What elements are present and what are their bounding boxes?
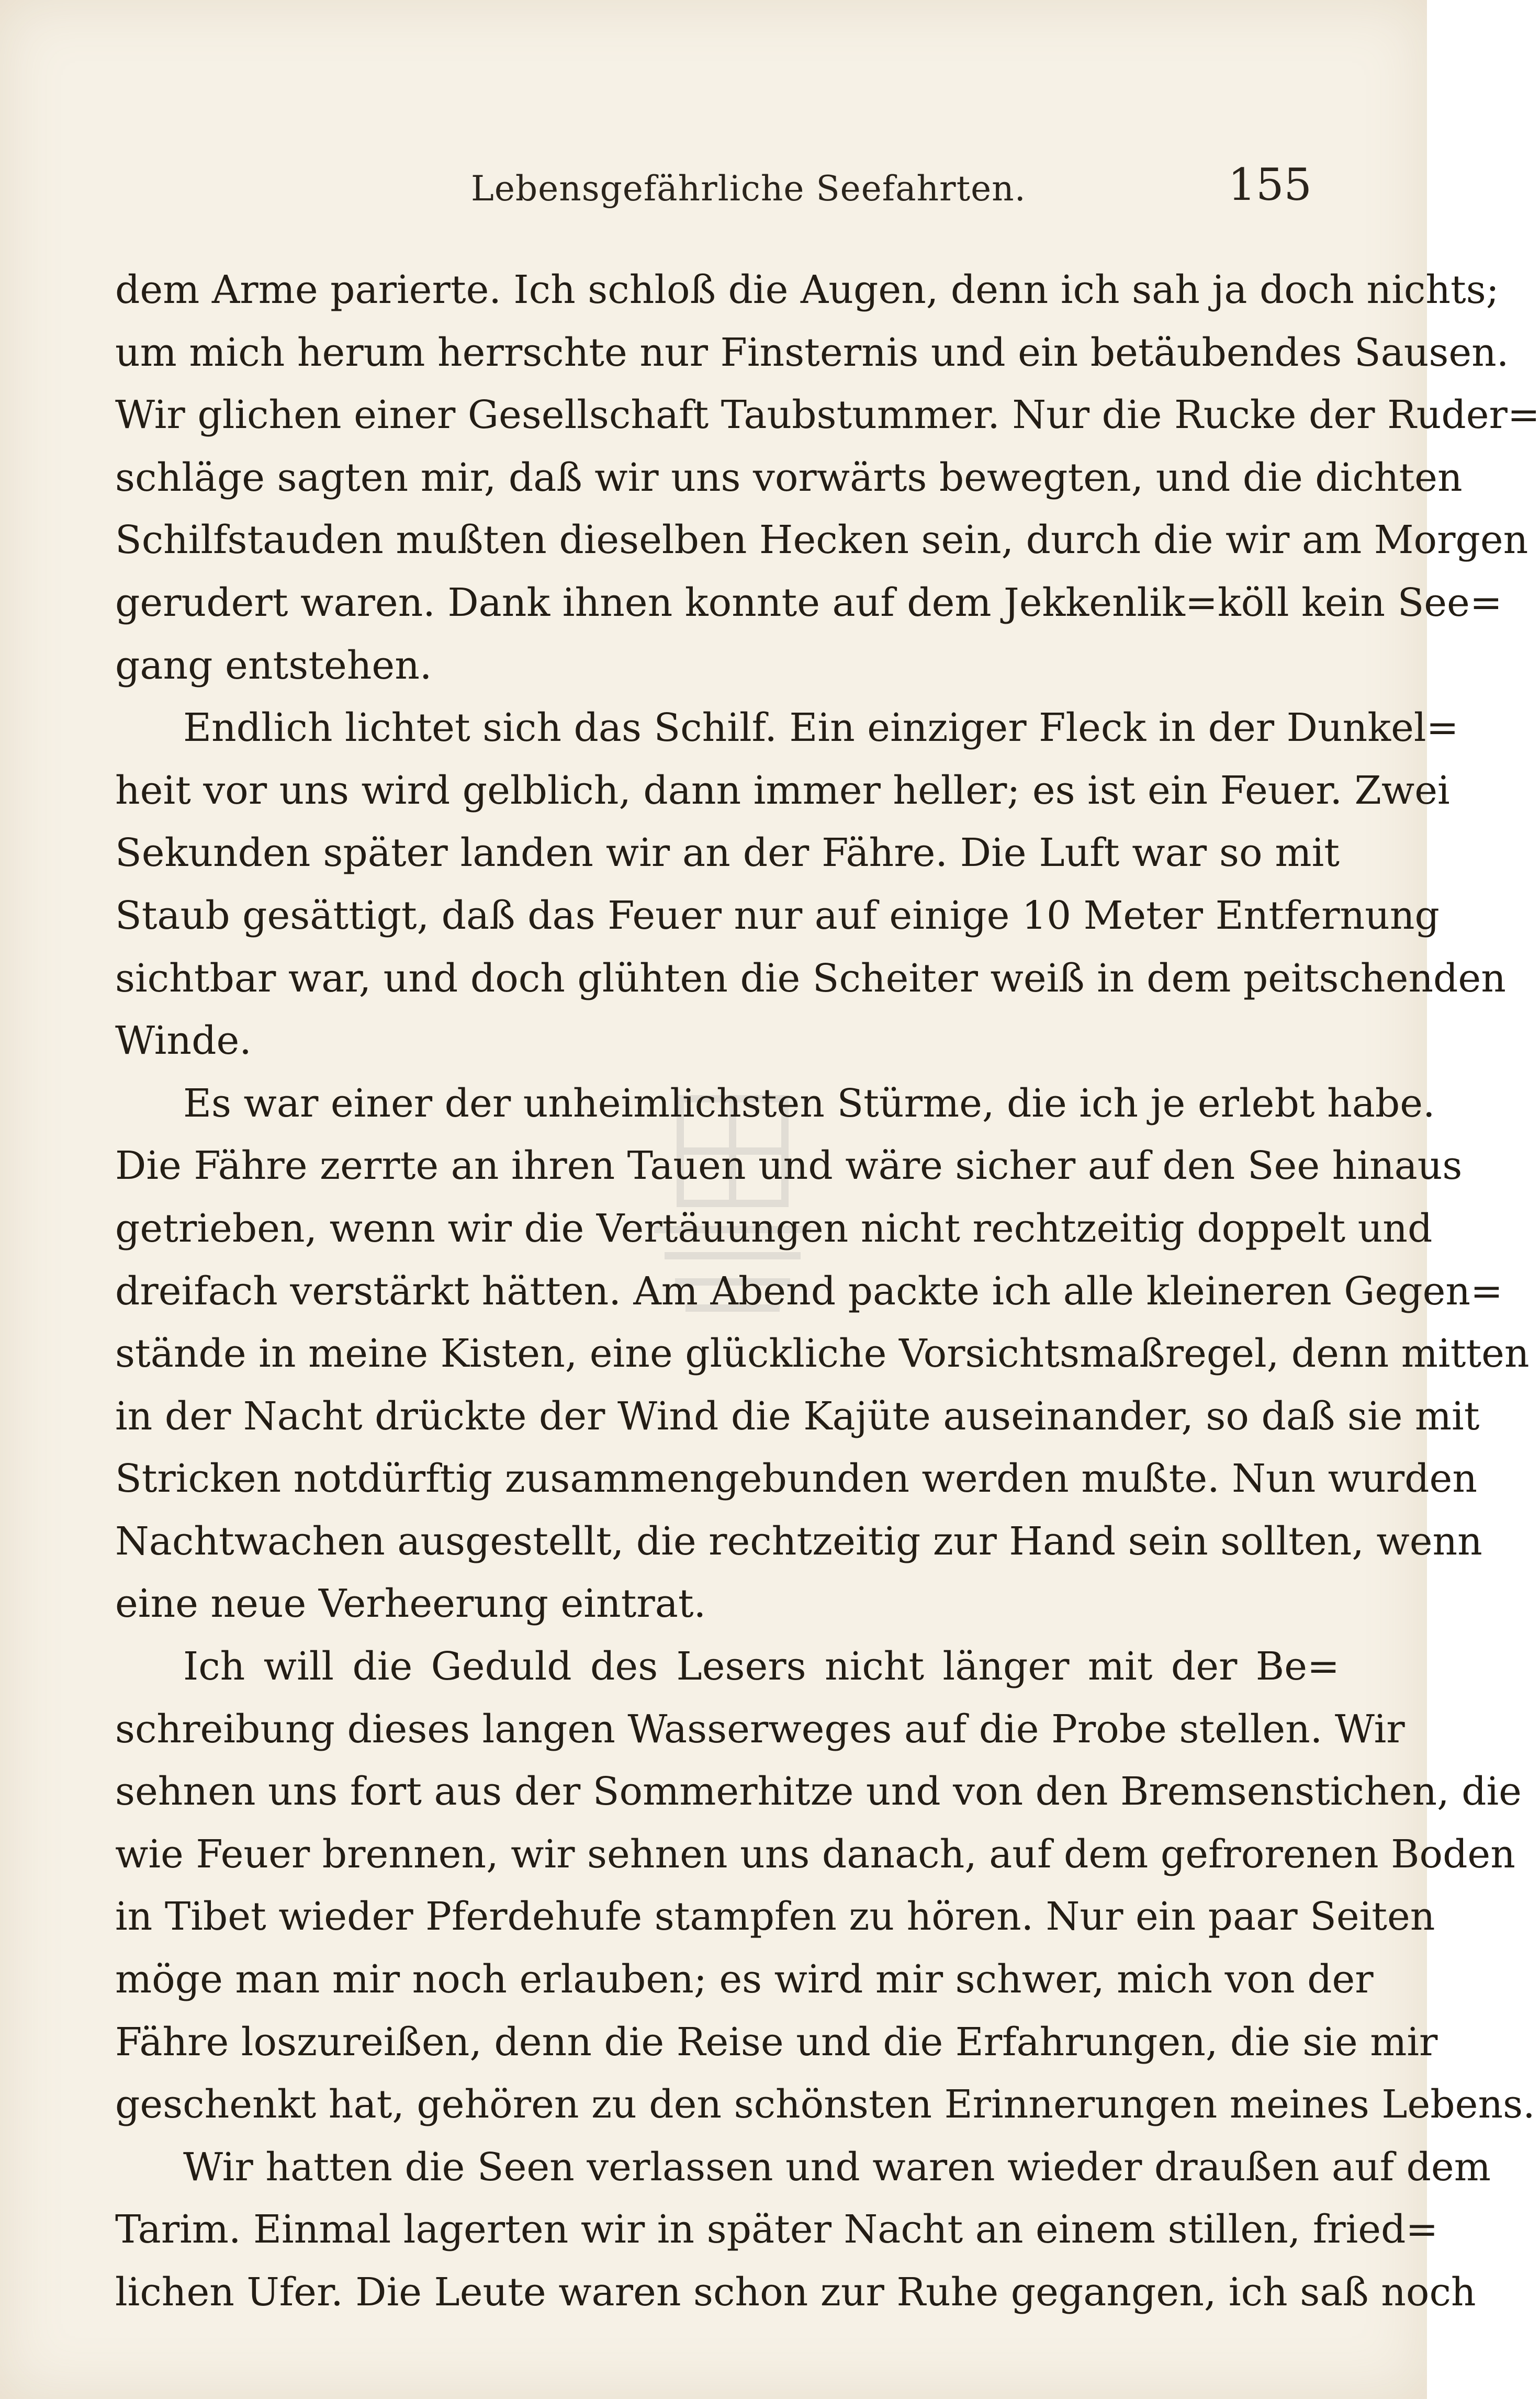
text-line: gerudert waren. Dank ihnen konnte auf dem Jekkenlik=köll kein See= [115,580,1502,625]
text-line: wie Feuer brennen, wir sehnen uns danach, auf dem gefrorenen Boden [115,1831,1515,1877]
text-line: stände in meine Kisten, eine glückliche Vorsichtsmaßregel, denn mitten [115,1331,1530,1377]
page-number: 155 [1228,159,1312,210]
text-line: Stricken notdürftig zusammengebunden werden mußte. Nun wurden [115,1456,1477,1502]
text-line: schläge sagten mir, daß wir uns vorwärts bewegten, und die dichten [115,455,1463,500]
text-line: lichen Ufer. Die Leute waren schon zur Ruhe gegangen, ich saß noch [115,2270,1476,2315]
text-line: in der Nacht drückte der Wind die Kajüte auseinander, so daß sie mit [115,1393,1480,1439]
page-header [115,157,1333,220]
text-line: heit vor uns wird gelblich, dann immer heller; es ist ein Feuer. Zwei [115,768,1450,813]
text-line: schreibung dieses langen Wasserweges auf die Probe stellen. Wir [115,1706,1405,1752]
text-line: Sekunden später landen wir an der Fähre. Die Luft war so mit [115,830,1340,876]
text-line: eine neue Verheerung eintrat. [115,1581,706,1627]
text-line: geschenkt hat, gehören zu den schönsten Erinnerungen meines Lebens. [115,2082,1535,2127]
text-line: in Tibet wieder Pferdehufe stampfen zu hören. Nur ein paar Seiten [115,1894,1435,1940]
text-line: Fähre loszureißen, denn die Reise und die Erfahrungen, die sie mir [115,2019,1438,2065]
text-line: sichtbar war, und doch glühten die Scheiter weiß in dem peitschenden [115,955,1506,1001]
text-line: Tarim. Einmal lagerten wir in später Nacht an einem stillen, fried= [115,2207,1438,2252]
text-line: Staub gesättigt, daß das Feuer nur auf einige 10 Meter Entfernung [115,893,1440,938]
text-line: Winde. [115,1018,252,1064]
text-line: Ich will die Geduld des Lesers nicht länger mit der Be= [183,1644,1340,1690]
text-line: Nachtwachen ausgestellt, die rechtzeitig zur Hand sein sollten, wenn [115,1518,1482,1564]
text-line: Endlich lichtet sich das Schilf. Ein einziger Fleck in der Dunkel= [183,705,1459,751]
text-line: gang entstehen. [115,643,432,688]
text-line: Es war einer der unheimlichsten Stürme, die ich je erlebt habe. [183,1080,1435,1126]
text-line: getrieben, wenn wir die Vertäuungen nicht rechtzeitig doppelt und [115,1206,1433,1251]
text-line: dem Arme parierte. Ich schloß die Augen, denn ich sah ja doch nichts; [115,267,1499,312]
text-line: sehnen uns fort aus der Sommerhitze und von den Bremsenstichen, die [115,1769,1522,1815]
body-text [115,259,1540,2324]
text-line: Die Fähre zerrte an ihren Tauen und wäre sicher auf den See hinaus [115,1143,1463,1189]
text-line: um mich herum herrschte nur Finsternis und ein betäubendes Sausen. [115,330,1509,375]
text-line: dreifach verstärkt hätten. Am Abend packte ich alle kleineren Gegen= [115,1268,1503,1314]
text-line: möge man mir noch erlauben; es wird mir schwer, mich von der [115,1957,1374,2002]
text-line: Wir hatten die Seen verlassen und waren wieder draußen auf dem [183,2144,1491,2190]
text-line: Schilfstauden mußten dieselben Hecken sein, durch die wir am Morgen [115,517,1528,563]
text-line: Wir glichen einer Gesellschaft Taubstummer. Nur die Rucke der Ruder= [115,392,1540,438]
running-title: Lebensgefährliche Seefahrten. [471,168,1026,209]
